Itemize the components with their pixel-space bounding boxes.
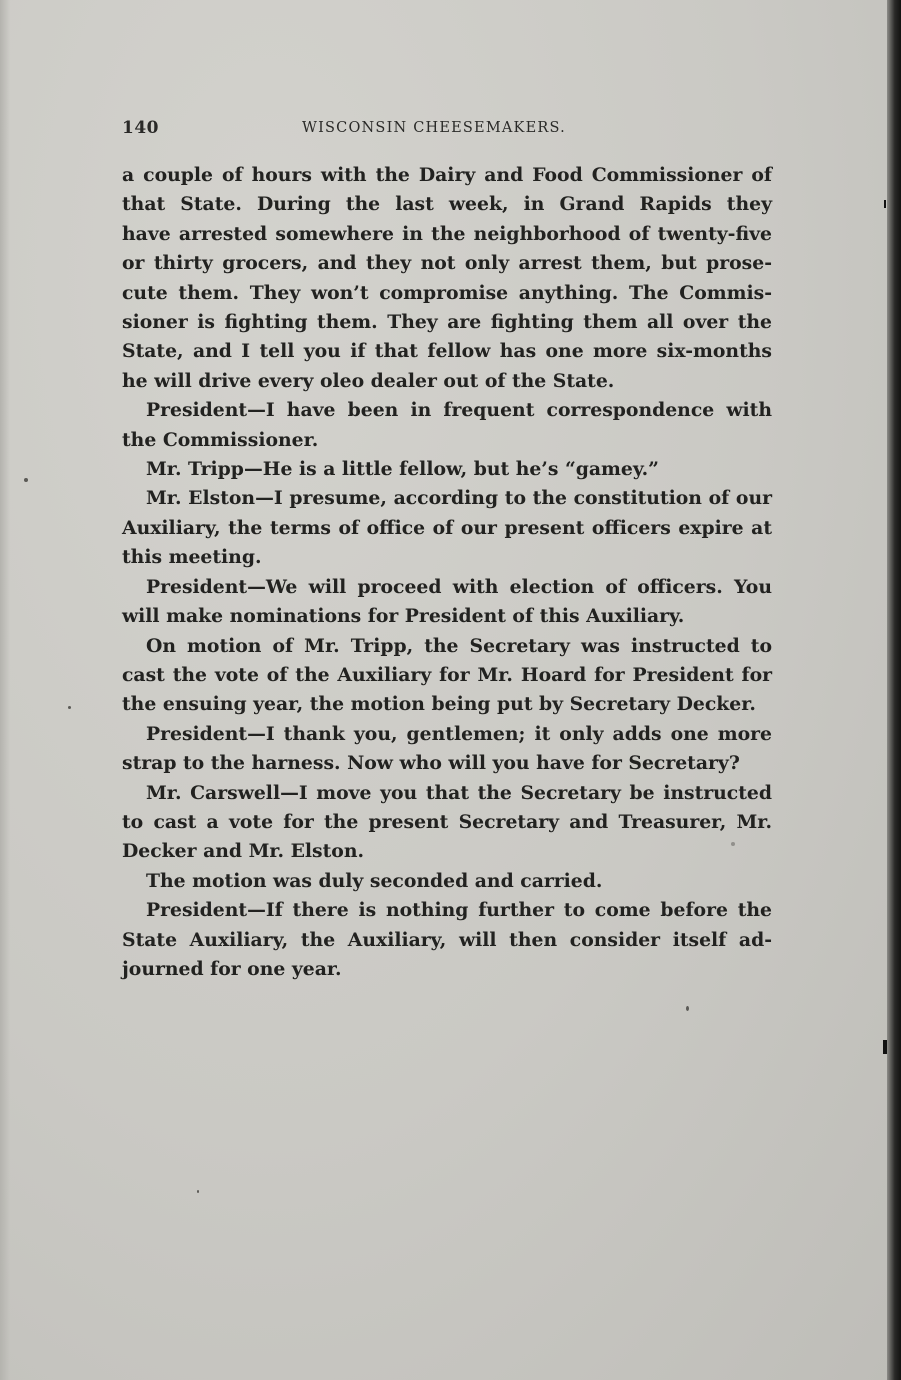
text-line: State, and I tell you if that fellow has one more six-months <box>122 340 772 363</box>
text-line: to cast a vote for the present Secretary and Treasurer, Mr. <box>122 810 772 833</box>
text-line: sioner is fighting them. They are fighting them all over the <box>122 311 772 334</box>
paragraph <box>122 896 772 984</box>
running-title: WISCONSIN CHEESEMAKERS. <box>302 120 566 136</box>
text-line: President—I thank you, gentlemen; it only adds one more <box>146 722 772 745</box>
text-line: or thirty grocers, and they not only arrest them, but prose- <box>122 252 772 275</box>
text-line: journed for one year. <box>122 957 342 980</box>
paragraph <box>122 484 772 572</box>
page-left-fade <box>0 0 10 1380</box>
text-line: Decker and Mr. Elston. <box>122 840 365 863</box>
paragraph <box>122 720 772 779</box>
scan-speck <box>686 1006 689 1011</box>
page-binding-shadow <box>887 0 901 1380</box>
text-line: have arrested somewhere in the neighborhood of twenty-five <box>122 222 772 245</box>
scan-mark <box>884 200 886 208</box>
text-line: On motion of Mr. Tripp, the Secretary was instructed to <box>146 634 772 657</box>
text-line: The motion was duly seconded and carried. <box>146 869 603 892</box>
paragraph <box>122 161 772 396</box>
text-line: the ensuing year, the motion being put by Secretary Decker. <box>122 693 756 716</box>
text-line: he will drive every oleo dealer out of the State. <box>122 369 615 392</box>
text-line: Mr. Tripp—He is a little fellow, but he’s “gamey.” <box>146 458 659 481</box>
page-number: 140 <box>122 118 159 138</box>
text-line: that State. During the last week, in Grand Rapids they <box>122 193 772 216</box>
scan-speck <box>68 706 71 709</box>
paragraph <box>122 455 772 484</box>
text-line: Auxiliary, the terms of office of our present officers expire at <box>122 516 772 539</box>
paragraph <box>122 573 772 632</box>
paragraph <box>122 867 772 896</box>
text-line: Mr. Elston—I presume, according to the constitution of our <box>146 487 772 510</box>
text-line: Mr. Carswell—I move you that the Secretary be instructed <box>146 781 772 804</box>
paragraph <box>122 632 772 720</box>
paragraph <box>122 779 772 867</box>
running-header <box>122 118 772 142</box>
text-line: the Commissioner. <box>122 428 319 451</box>
text-line: will make nominations for President of this Auxiliary. <box>122 605 685 628</box>
text-line: cast the vote of the Auxiliary for Mr. Hoard for President for <box>122 663 772 686</box>
text-line: President—We will proceed with election of officers. You <box>146 575 772 598</box>
scan-speck <box>731 842 735 846</box>
page-body-text <box>122 161 772 984</box>
scan-speck <box>197 1190 199 1193</box>
text-line: State Auxiliary, the Auxiliary, will then consider itself ad- <box>122 928 772 951</box>
text-line: cute them. They won’t compromise anything. The Commis- <box>122 281 772 304</box>
text-line: President—If there is nothing further to come before the <box>146 899 772 922</box>
scan-speck <box>24 478 28 482</box>
text-line: this meeting. <box>122 546 262 569</box>
scan-mark <box>883 1040 887 1054</box>
text-line: President—I have been in frequent correspondence with <box>146 399 772 422</box>
text-line: a couple of hours with the Dairy and Food Commissioner of <box>122 164 772 186</box>
text-line: strap to the harness. Now who will you have for Secretary? <box>122 752 740 775</box>
paragraph <box>122 396 772 455</box>
